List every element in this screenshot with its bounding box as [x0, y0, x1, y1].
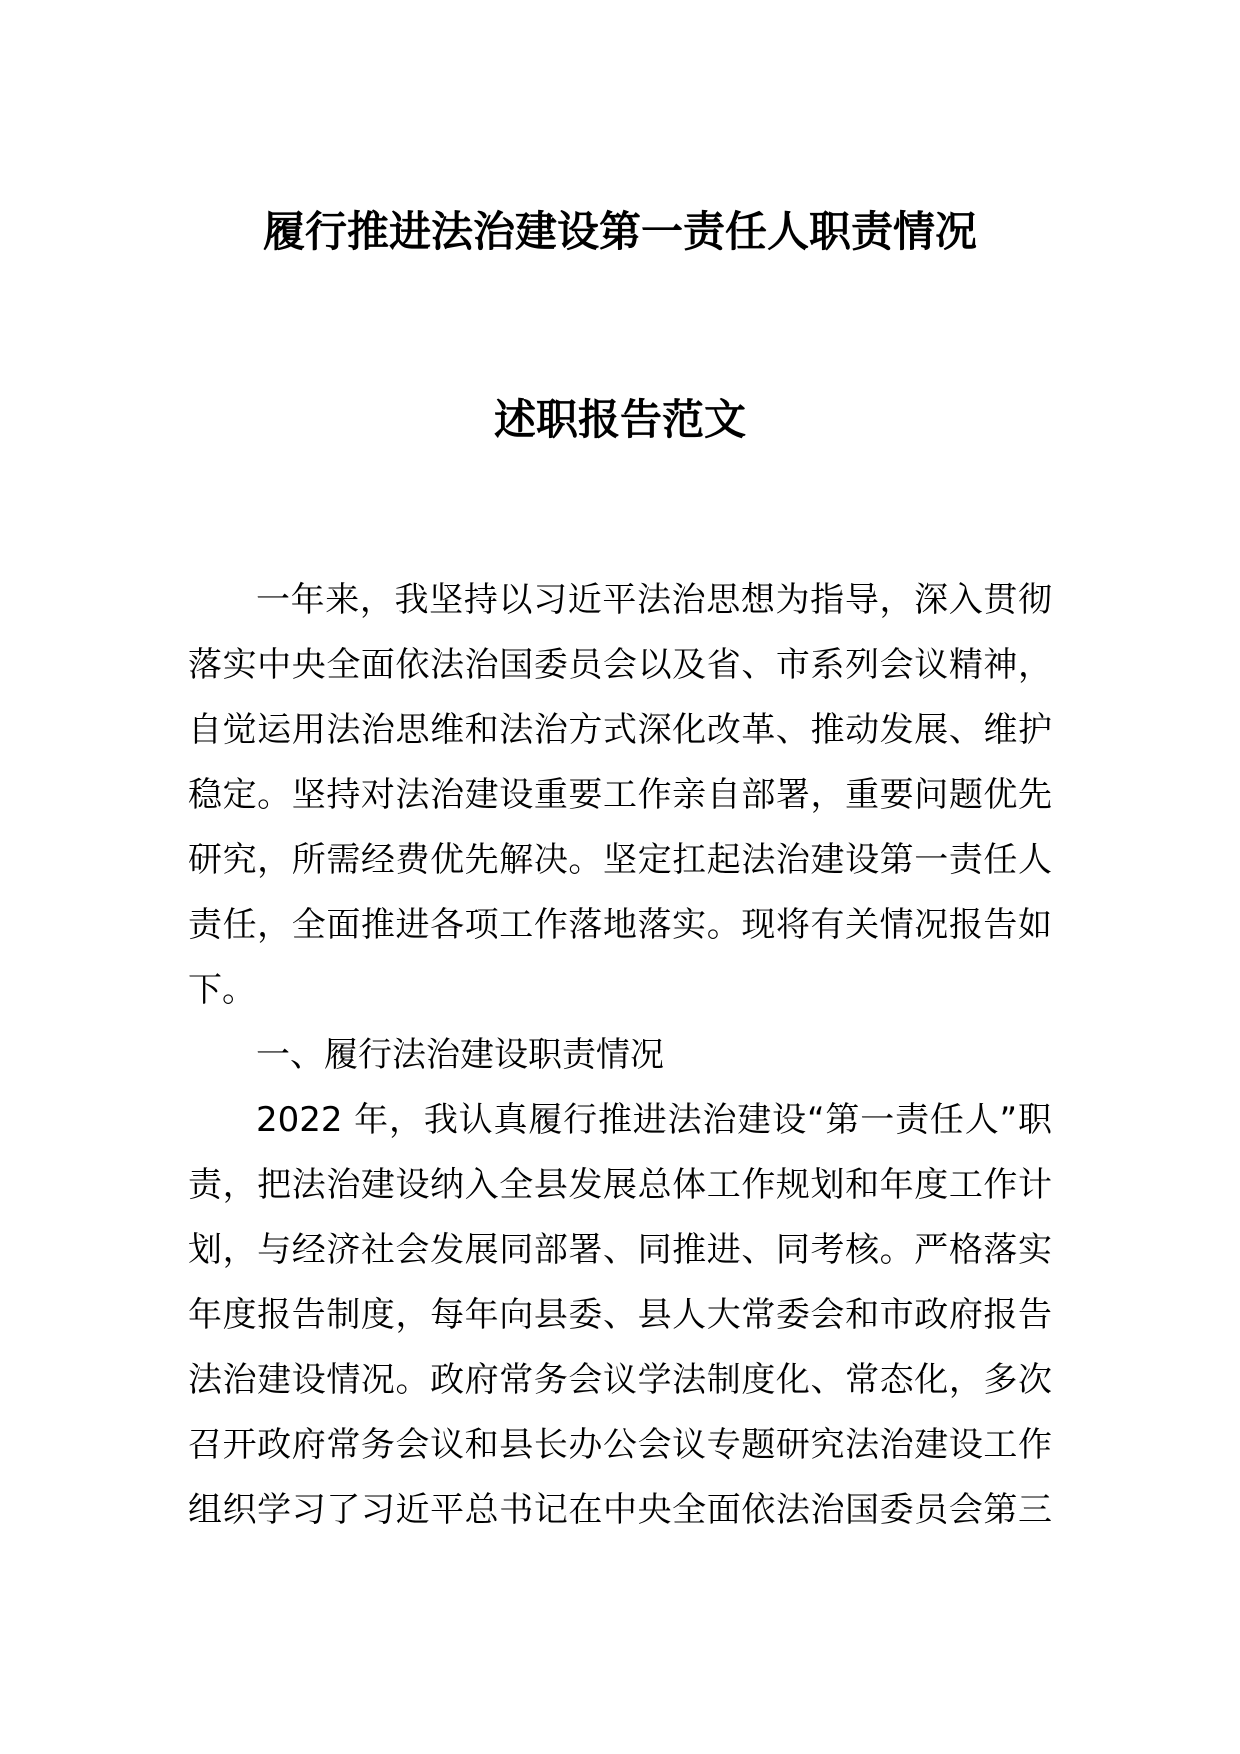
paragraph-1-line-2: 落实中央全面依法治国委员会以及省、市系列会议精神，: [188, 645, 1052, 685]
paragraph-1-line-7: 下。: [188, 970, 256, 1010]
paragraph-2-line-3: 划，与经济社会发展同部署、同推进、同考核。严格落实: [188, 1230, 1052, 1270]
paragraph-2-line-6: 召开政府常务会议和县长办公会议专题研究法治建设工作: [188, 1425, 1052, 1465]
paragraph-2-line-4: 年度报告制度，每年向县委、县人大常委会和市政府报告: [188, 1295, 1052, 1335]
section-heading-1: 一、履行法治建设职责情况: [256, 1035, 664, 1075]
paragraph-1-line-5: 研究，所需经费优先解决。坚定扛起法治建设第一责任人: [188, 840, 1052, 880]
paragraph-1-line-4: 稳定。坚持对法治建设重要工作亲自部署，重要问题优先: [188, 775, 1052, 815]
paragraph-2-line-5: 法治建设情况。政府常务会议学法制度化、常态化，多次: [188, 1360, 1052, 1400]
document-title-line-2: 述职报告范文: [493, 395, 746, 444]
document-title-line-1: 履行推进法治建设第一责任人职责情况: [262, 207, 977, 256]
paragraph-2-line-1: 2022 年，我认真履行推进法治建设“第一责任人”职: [256, 1100, 1052, 1140]
paragraph-1-line-1: 一年来，我坚持以习近平法治思想为指导，深入贯彻: [256, 580, 1052, 620]
paragraph-1-line-3: 自觉运用法治思维和法治方式深化改革、推动发展、维护: [188, 710, 1052, 750]
paragraph-2-line-2: 责，把法治建设纳入全县发展总体工作规划和年度工作计: [188, 1165, 1052, 1205]
paragraph-1-line-6: 责任，全面推进各项工作落地落实。现将有关情况报告如: [188, 905, 1052, 945]
paragraph-2-line-7: 组织学习了习近平总书记在中央全面依法治国委员会第三: [188, 1490, 1052, 1530]
